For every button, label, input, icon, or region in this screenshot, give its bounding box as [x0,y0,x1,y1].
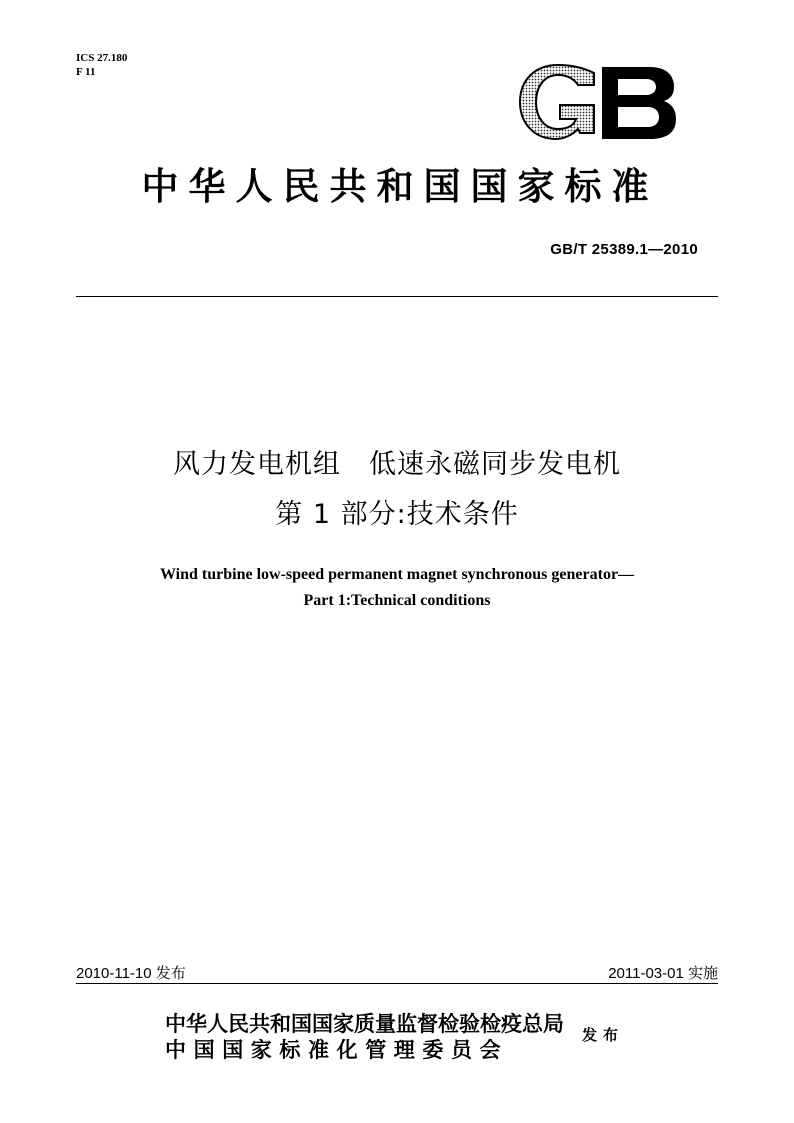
issue-date: 2010-11-10 发布 [76,965,186,982]
gb-logo [516,63,678,141]
ics-code: ICS 27.180 [76,52,128,64]
title-english-line2: Part 1:Technical conditions [303,592,491,609]
national-standard-title: 中华人民共和国国家标准 [141,164,659,208]
top-divider [76,296,718,297]
title-english-line1: Wind turbine low-speed permanent magnet synchronous generator— [159,566,635,583]
classification-block [76,51,127,79]
bottom-divider [76,983,718,984]
publish-label: 发布 [582,1026,625,1044]
issuer-aqsiq: 中华人民共和国国家质量监督检验检疫总局 [165,1011,564,1036]
title-chinese-line1: 风力发电机组 低速永磁同步发电机 [173,449,621,480]
standard-number: GB/T 25389.1—2010 [550,241,698,258]
title-chinese-line2: 第 1 部分:技术条件 [275,499,519,530]
implementation-date: 2011-03-01 实施 [608,965,718,982]
ccs-code: F 11 [76,66,96,78]
issuer-sac: 中国国家标准化管理委员会 [165,1037,509,1062]
